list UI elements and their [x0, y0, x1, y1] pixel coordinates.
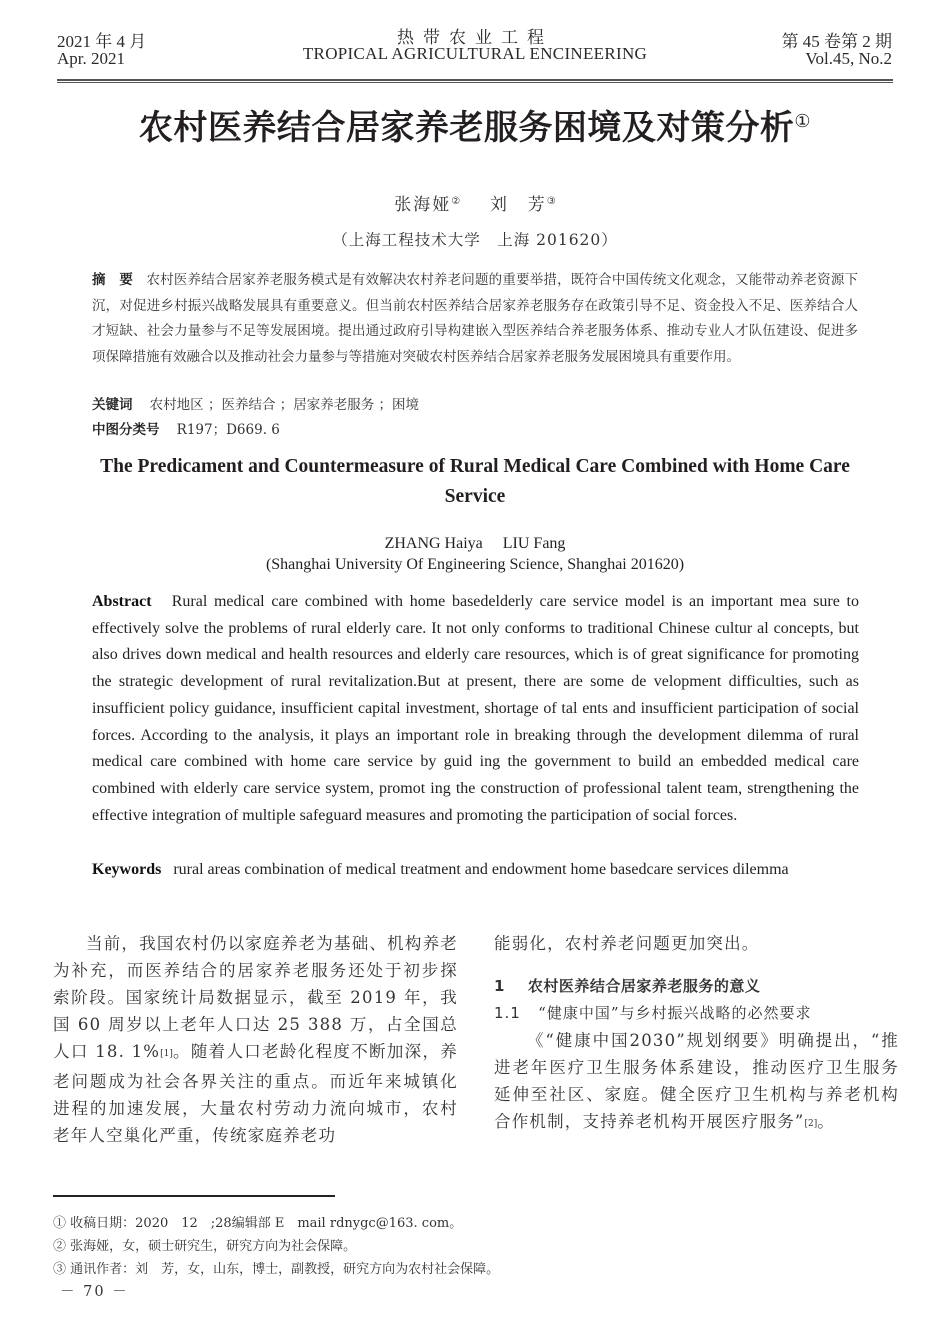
authors-en: ZHANG Haiya LIU Fang	[384, 535, 566, 552]
authors-cn	[0, 190, 950, 215]
header-date-cn: 2021 年 4 月	[57, 32, 147, 51]
footnote-mark: ①	[53, 1216, 67, 1231]
section-1-1-paragraph	[494, 1027, 899, 1138]
article-title-cn	[60, 98, 890, 152]
classification-number	[92, 418, 280, 443]
page-number: － 70 －	[60, 1284, 129, 1300]
footnote-mark: ②	[53, 1239, 67, 1254]
abstract-en	[92, 589, 859, 829]
keywords-cn-text: 农村地区 ；医养结合 ；居家养老服务 ；困境	[149, 397, 420, 413]
body-column-right	[494, 930, 899, 1138]
footnote-text: 通讯作者：刘 芳，女，山东，博士，副教授，研究方向为农村社会保障。	[70, 1262, 500, 1277]
affiliation-en: (Shanghai University Of Engineering Science, Shanghai 201620)	[265, 556, 685, 573]
intro-text-cont: 。随着人口老龄化程度不断加深，养老问题成为社会各界关注的重点。而近年来城镇化进程的加速发展，大量农村劳动力流向城市，农村老年人空巢化严重，传统家庭养老功	[53, 1042, 458, 1145]
footnote-rule	[53, 1195, 335, 1197]
header-issue-en: Vol.45, No.2	[805, 49, 892, 68]
abstract-en-label: Abstract	[92, 593, 152, 610]
footnote-3	[53, 1258, 853, 1281]
abstract-cn-text: 农村医养结合居家养老服务模式是有效解决农村养老问题的重要举措，既符合中国传统文化观念，又能带动养老资源下沉，对促进乡村振兴战略发展具有重要意义。但当前农村医养结合居家养老服务存在政策引导不足、资金投入不足、医养结合人才短缺、社会力量参与不足等发展困境。提出通过政府引导构建嵌入型医养结合养老服务体系、推动专业人才队伍建设、促进多项保障措施有效融合以及推动社会力量参与等措施对突破农村医养结合居家养老服务发展困境具有重要作用。	[92, 272, 859, 365]
header-issue	[782, 33, 893, 67]
footnote-1	[53, 1212, 853, 1235]
footnote-text: 收稿日期：2020 12 ;28编辑部 E mail rdnygc@163. com。	[70, 1216, 463, 1231]
header-date	[57, 33, 146, 67]
footnote-mark: ③	[53, 1262, 67, 1277]
header-rule	[57, 79, 893, 83]
subsection-title: “健康中国”与乡村振兴战略的必然要求	[538, 1004, 812, 1022]
intro-paragraph	[53, 930, 458, 1149]
citation-ref-2[interactable]: [2]	[804, 1119, 818, 1129]
abstract-cn	[92, 268, 858, 370]
footnote-text: 张海娅，女，硕士研究生，研究方向为社会保障。	[70, 1239, 357, 1254]
author-footnote-mark[interactable]: ②	[451, 196, 461, 207]
footnote-2	[53, 1235, 853, 1258]
keywords-en	[92, 856, 859, 883]
section-heading-1-1	[494, 1000, 899, 1027]
intro-paragraph-end: 能弱化，农村养老问题更加突出。	[494, 934, 760, 953]
article-title-en: The Predicament and Countermeasure of Rural Medical Care Combined with Home Care Service	[100, 456, 850, 507]
keywords-en-text: rural areas combination of medical treatment and endowment home basedcare services dilemma	[173, 861, 789, 878]
footnotes	[53, 1212, 853, 1281]
keywords-en-label: Keywords	[92, 861, 162, 878]
keywords-cn-label: 关键词	[92, 397, 133, 413]
journal-name-en: TROPICAL AGRICULTURAL ENCINEERING	[302, 44, 648, 63]
abstract-en-text: Rural medical care combined with home basedelderly care service model is an important mea sure to effectively solve the problems of rural elderly care. It not only conforms to traditional Chinese cultur al concepts, but also drives down medical and health resources and elderly care resources, which is of great significance for promoting the strategic development of rural revitalization.But at present, there are some de velopment difficulties, such as insufficient policy guidance, insufficient capital investment, shortage of tal ents and insufficient participation of social forces. According to the analysis, it plays an important role in breaking through the development dilemma of rural medical care combined with home care service by guid ing the government to build an embedded medical care combined with elderly care service system, promot ing the construction of professional talent team, strengthening the effective integration of multiple safeguard measures and promoting the participation of social forces.	[92, 593, 859, 824]
citation-ref-1[interactable]: [1]	[160, 1049, 173, 1059]
title-text: 农村医养结合居家养老服务困境及对策分析	[138, 108, 795, 148]
affiliation-cn: （上海工程技术大学 上海 201620）	[332, 231, 618, 249]
author-name: 刘 芳	[489, 195, 547, 215]
paragraph-text: 《“健康中国2030”规划纲要》明确提出，“推进老年医疗卫生服务体系建设，推动医疗卫生服务延伸至社区、家庭。健全医疗卫生机构与养老机构合作机制，支持养老机构开展医疗服务”	[494, 1031, 899, 1131]
section-title: 农村医养结合居家养老服务的意义	[527, 977, 761, 995]
clc-value: R197；D669. 6	[176, 422, 280, 438]
section-number: 1	[494, 977, 505, 995]
header-issue-cn: 第 45 卷第 2 期	[781, 32, 892, 51]
subsection-number: 1.1	[494, 1004, 521, 1022]
keywords-cn	[92, 393, 419, 418]
body-column-left	[53, 930, 458, 1149]
title-footnote-mark[interactable]: ①	[794, 111, 812, 132]
paragraph-end: 。	[817, 1112, 835, 1131]
header-journal	[200, 30, 750, 63]
clc-label: 中图分类号	[92, 422, 160, 438]
author-name: 张海娅	[394, 195, 452, 215]
section-heading-1	[494, 973, 899, 1000]
header-date-en: Apr. 2021	[57, 49, 125, 68]
journal-name-cn: 热带农业工程	[397, 28, 553, 47]
intro-text: 当前，我国农村仍以家庭养老为基础、机构养老为补充，而医养结合的居家养老服务还处于初步探索阶段。国家统计局数据显示，截至 2019 年，我国 60 周岁以上老年人口达 25 388 万，占全国总人口 18. 1%	[53, 934, 458, 1061]
author-footnote-mark[interactable]: ③	[546, 196, 556, 207]
abstract-cn-label: 摘 要	[92, 272, 134, 288]
